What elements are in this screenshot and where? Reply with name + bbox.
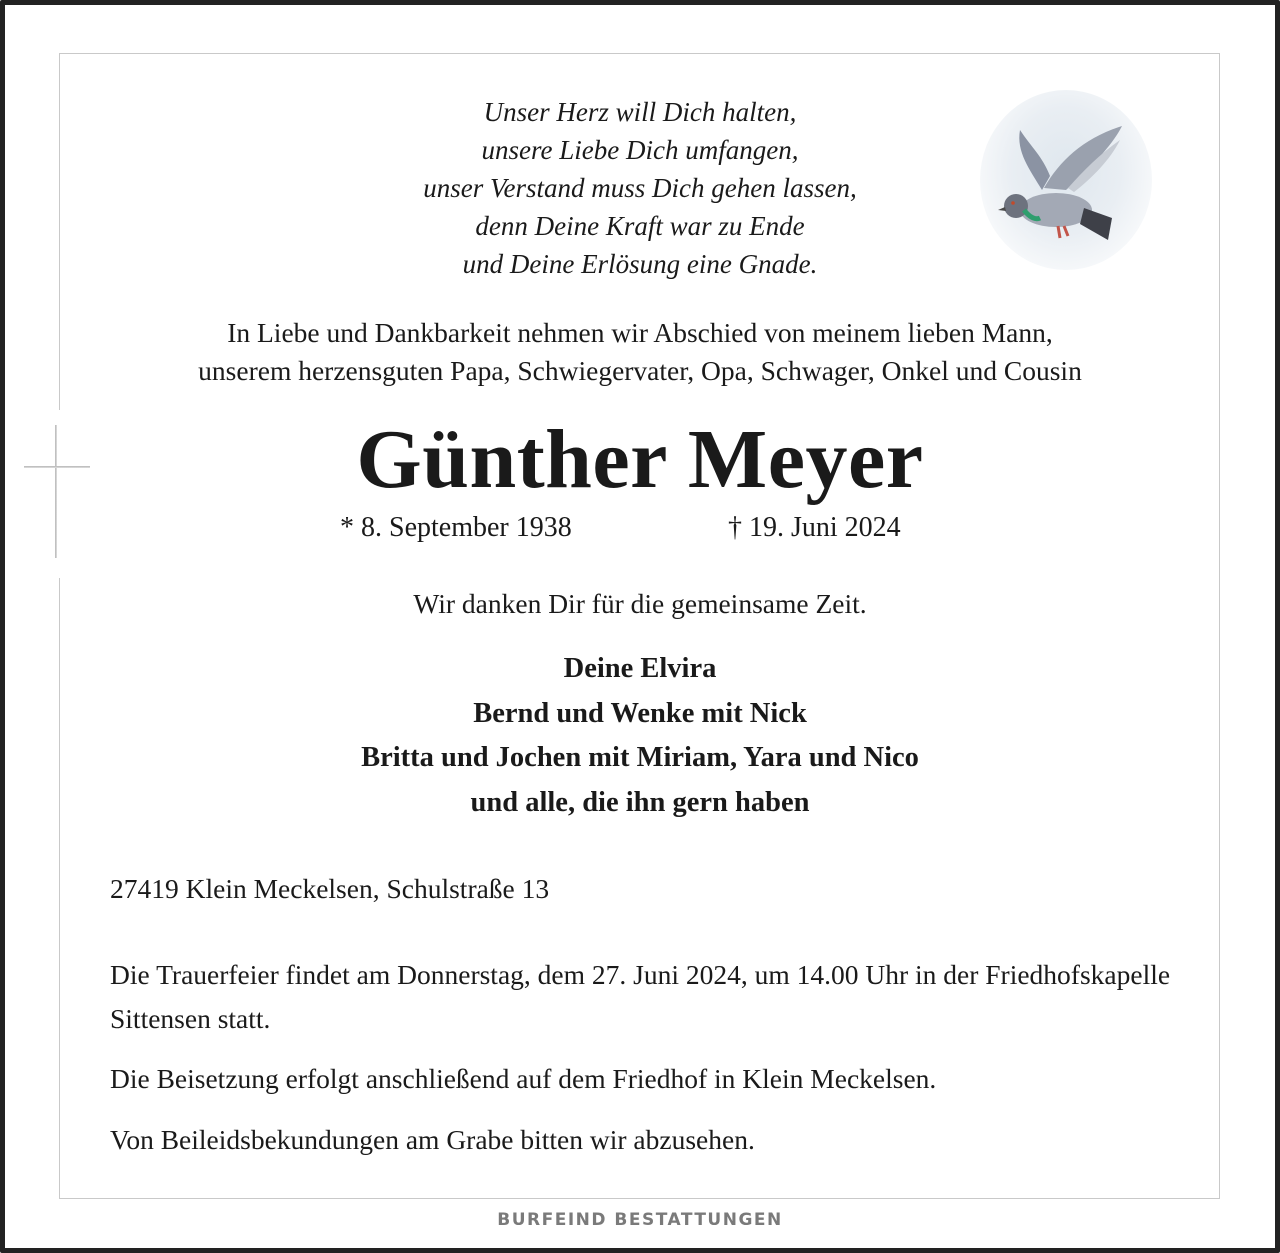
funeral-service-info: Die Trauerfeier findet am Donnerstag, dem 27. Juni 2024, um 14.00 Uhr in der Friedhofskapelle Sittensen statt. <box>110 959 1171 1034</box>
poem-line: denn Deine Kraft war zu Ende <box>475 211 805 241</box>
mourner-line: Deine Elvira <box>563 653 717 684</box>
poem-line: Unser Herz will Dich halten, <box>483 97 797 127</box>
mourner-line: Britta und Jochen mit Miriam, Yara und Nico <box>361 742 919 773</box>
birth-date: * 8. September 1938 <box>340 512 572 543</box>
intro-text <box>80 314 1200 390</box>
poem-line: unsere Liebe Dich umfangen, <box>481 135 799 165</box>
thanks-text: Wir danken Dir für die gemeinsame Zeit. <box>413 588 867 619</box>
mourners-list <box>80 647 1200 825</box>
address: 27419 Klein Meckelsen, Schulstraße 13 <box>110 873 550 904</box>
burial-info: Die Beisetzung erfolgt anschließend auf dem Friedhof in Klein Meckelsen. <box>110 1063 937 1094</box>
intro-line: In Liebe und Dankbarkeit nehmen wir Abschied von meinem lieben Mann, <box>227 317 1053 348</box>
dove-icon <box>980 90 1152 270</box>
poem-line: und Deine Erlösung eine Gnade. <box>462 249 818 279</box>
intro-line: unserem herzensguten Papa, Schwiegervater, Opa, Schwager, Onkel und Cousin <box>198 355 1082 386</box>
deceased-name: Günther Meyer <box>356 413 924 506</box>
poem <box>300 93 980 283</box>
funeral-home-logo: BURFEIND BESTATTUNGEN <box>497 1210 783 1230</box>
poem-line: unser Verstand muss Dich gehen lassen, <box>423 173 857 203</box>
mourner-line: und alle, die ihn gern haben <box>470 786 810 818</box>
mourner-line: Bernd und Wenke mit Nick <box>473 697 807 729</box>
condolence-info: Von Beileidsbekundungen am Grabe bitten wir abzusehen. <box>110 1124 755 1155</box>
death-date: † 19. Juni 2024 <box>728 512 901 543</box>
